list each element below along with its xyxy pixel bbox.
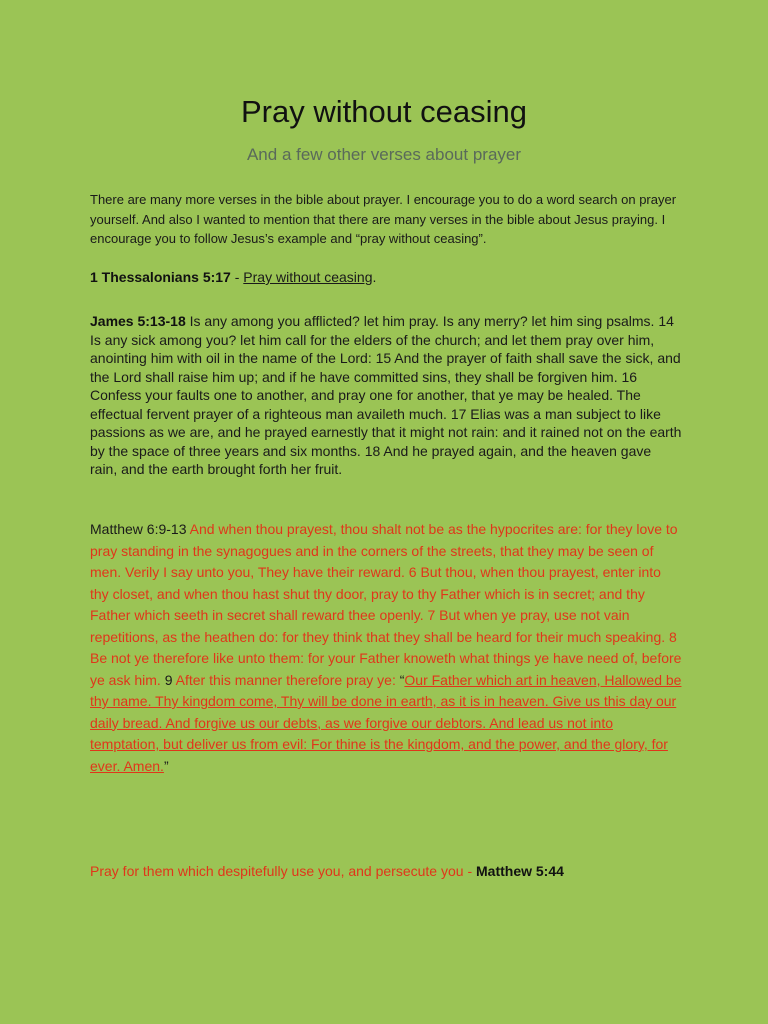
thessalonians-ref: 1 Thessalonians 5:17: [90, 269, 231, 285]
close-quote: ”: [163, 757, 169, 774]
james-verse: [90, 312, 682, 479]
matthew5-text: Pray for them which despitefully use you, and persecute you: [90, 863, 468, 879]
matthew5-ref: Matthew 5:44: [476, 863, 564, 879]
thessalonians-separator: -: [230, 269, 244, 285]
matthew6-verse-9-number: 9: [164, 671, 173, 688]
james-ref: James 5:13-18: [90, 313, 186, 329]
matthew6-verse: [90, 519, 682, 777]
page-subtitle: And a few other verses about prayer: [246, 145, 522, 164]
lords-prayer: Our Father which art in heaven, Hallowed be thy name. Thy kingdom come, Thy will be done in earth, as it is in heaven. Give us this day our daily bread. And forgive us our debts, as we forgive our debtors. And lead us not into temptation, but deliver us from evil: For thine is the kingdom, and the power, and the glory, for ever. Amen.: [90, 671, 682, 774]
matthew6-ref: Matthew 6:9-13: [90, 521, 187, 537]
james-text: Is any among you afflicted? let him pray. Is any merry? let him sing psalms. 14 Is any sick among you? let him call for the elders of the church; and let them pray over him, anointing him with oil in the name of the Lord: 15 And the prayer of faith shall save the sick, and the Lord shall raise him up; and if he have committed sins, they shall be forgiven him. 16 Confess your faults one to another, and pray one for another, that ye may be healed. The effectual fervent prayer of a righteous man availeth much. 17 Elias was a man subject to like passions as we are, and he prayed earnestly that it might not rain: and it rained not on the earth by the space of three years and six months. 18 And he prayed again, and the heaven gave rain, and the earth brought forth her fruit.: [90, 313, 682, 477]
thessalonians-verse: [90, 267, 682, 287]
page-title: Pray without ceasing: [240, 94, 528, 129]
open-quote: “: [399, 671, 405, 688]
thessalonians-text: Pray without ceasing: [243, 269, 373, 285]
matthew6-text-2: After this manner therefore pray ye:: [172, 671, 400, 688]
intro-paragraph: There are many more verses in the bible about prayer. I encourage you to do a word search on prayer yourself. And also I wanted to mention that there are many verses in the bible about Jesus praying. I encourage you to follow Jesus’s example and “pray without ceasing”.: [90, 192, 677, 246]
matthew5-verse: [90, 860, 682, 882]
thessalonians-end: .: [372, 269, 377, 285]
matthew6-text: And when thou prayest, thou shalt not be as the hypocrites are: for they love to pray standing in the synagogues and in the corners of the streets, that they may be seen of men. Verily I say unto you, They have their reward. 6 But thou, when thou prayest, enter into thy closet, and when thou hast shut thy door, pray to thy Father which is in secret; and thy Father which seeth in secret shall reward thee openly. 7 But when ye pray, use not vain repetitions, as the heathen do: for they think that they shall be heard for their much speaking. 8 Be not ye therefore like unto them: for your Father knoweth what things ye have need of, before ye ask him.: [90, 521, 682, 688]
matthew5-dash: -: [467, 863, 476, 879]
